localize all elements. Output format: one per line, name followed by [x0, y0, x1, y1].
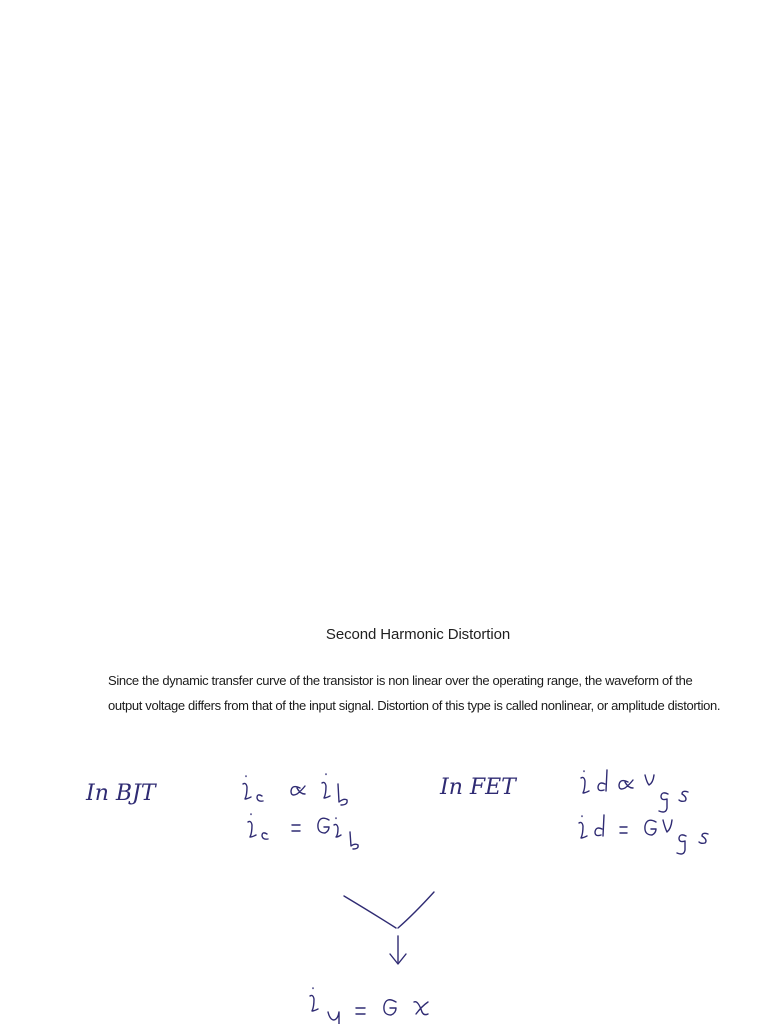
body-paragraph: Since the dynamic transfer curve of the transistor is non linear over the operating range, the waveform of the output voltage differs from that of the input signal. Distortion of this type is called nonlinear, or amplitude distortion.: [108, 673, 721, 713]
section-title: Second Harmonic Distortion: [325, 626, 511, 643]
fet-notes: [439, 770, 708, 854]
converge-arrow: [344, 892, 434, 964]
bjt-equation-handwriting: [248, 814, 358, 849]
handwritten-notes: [0, 740, 768, 1024]
fet-proportional-handwriting: [581, 770, 688, 812]
fet-equation-handwriting: [579, 815, 708, 854]
result-equation-handwriting: [310, 988, 428, 1024]
bjt-label: In BJT: [86, 781, 156, 806]
bjt-proportional-handwriting: [243, 774, 347, 805]
bjt-notes: [85, 774, 358, 849]
fet-label: In FET: [440, 775, 516, 800]
handwriting-canvas: [0, 740, 768, 1024]
